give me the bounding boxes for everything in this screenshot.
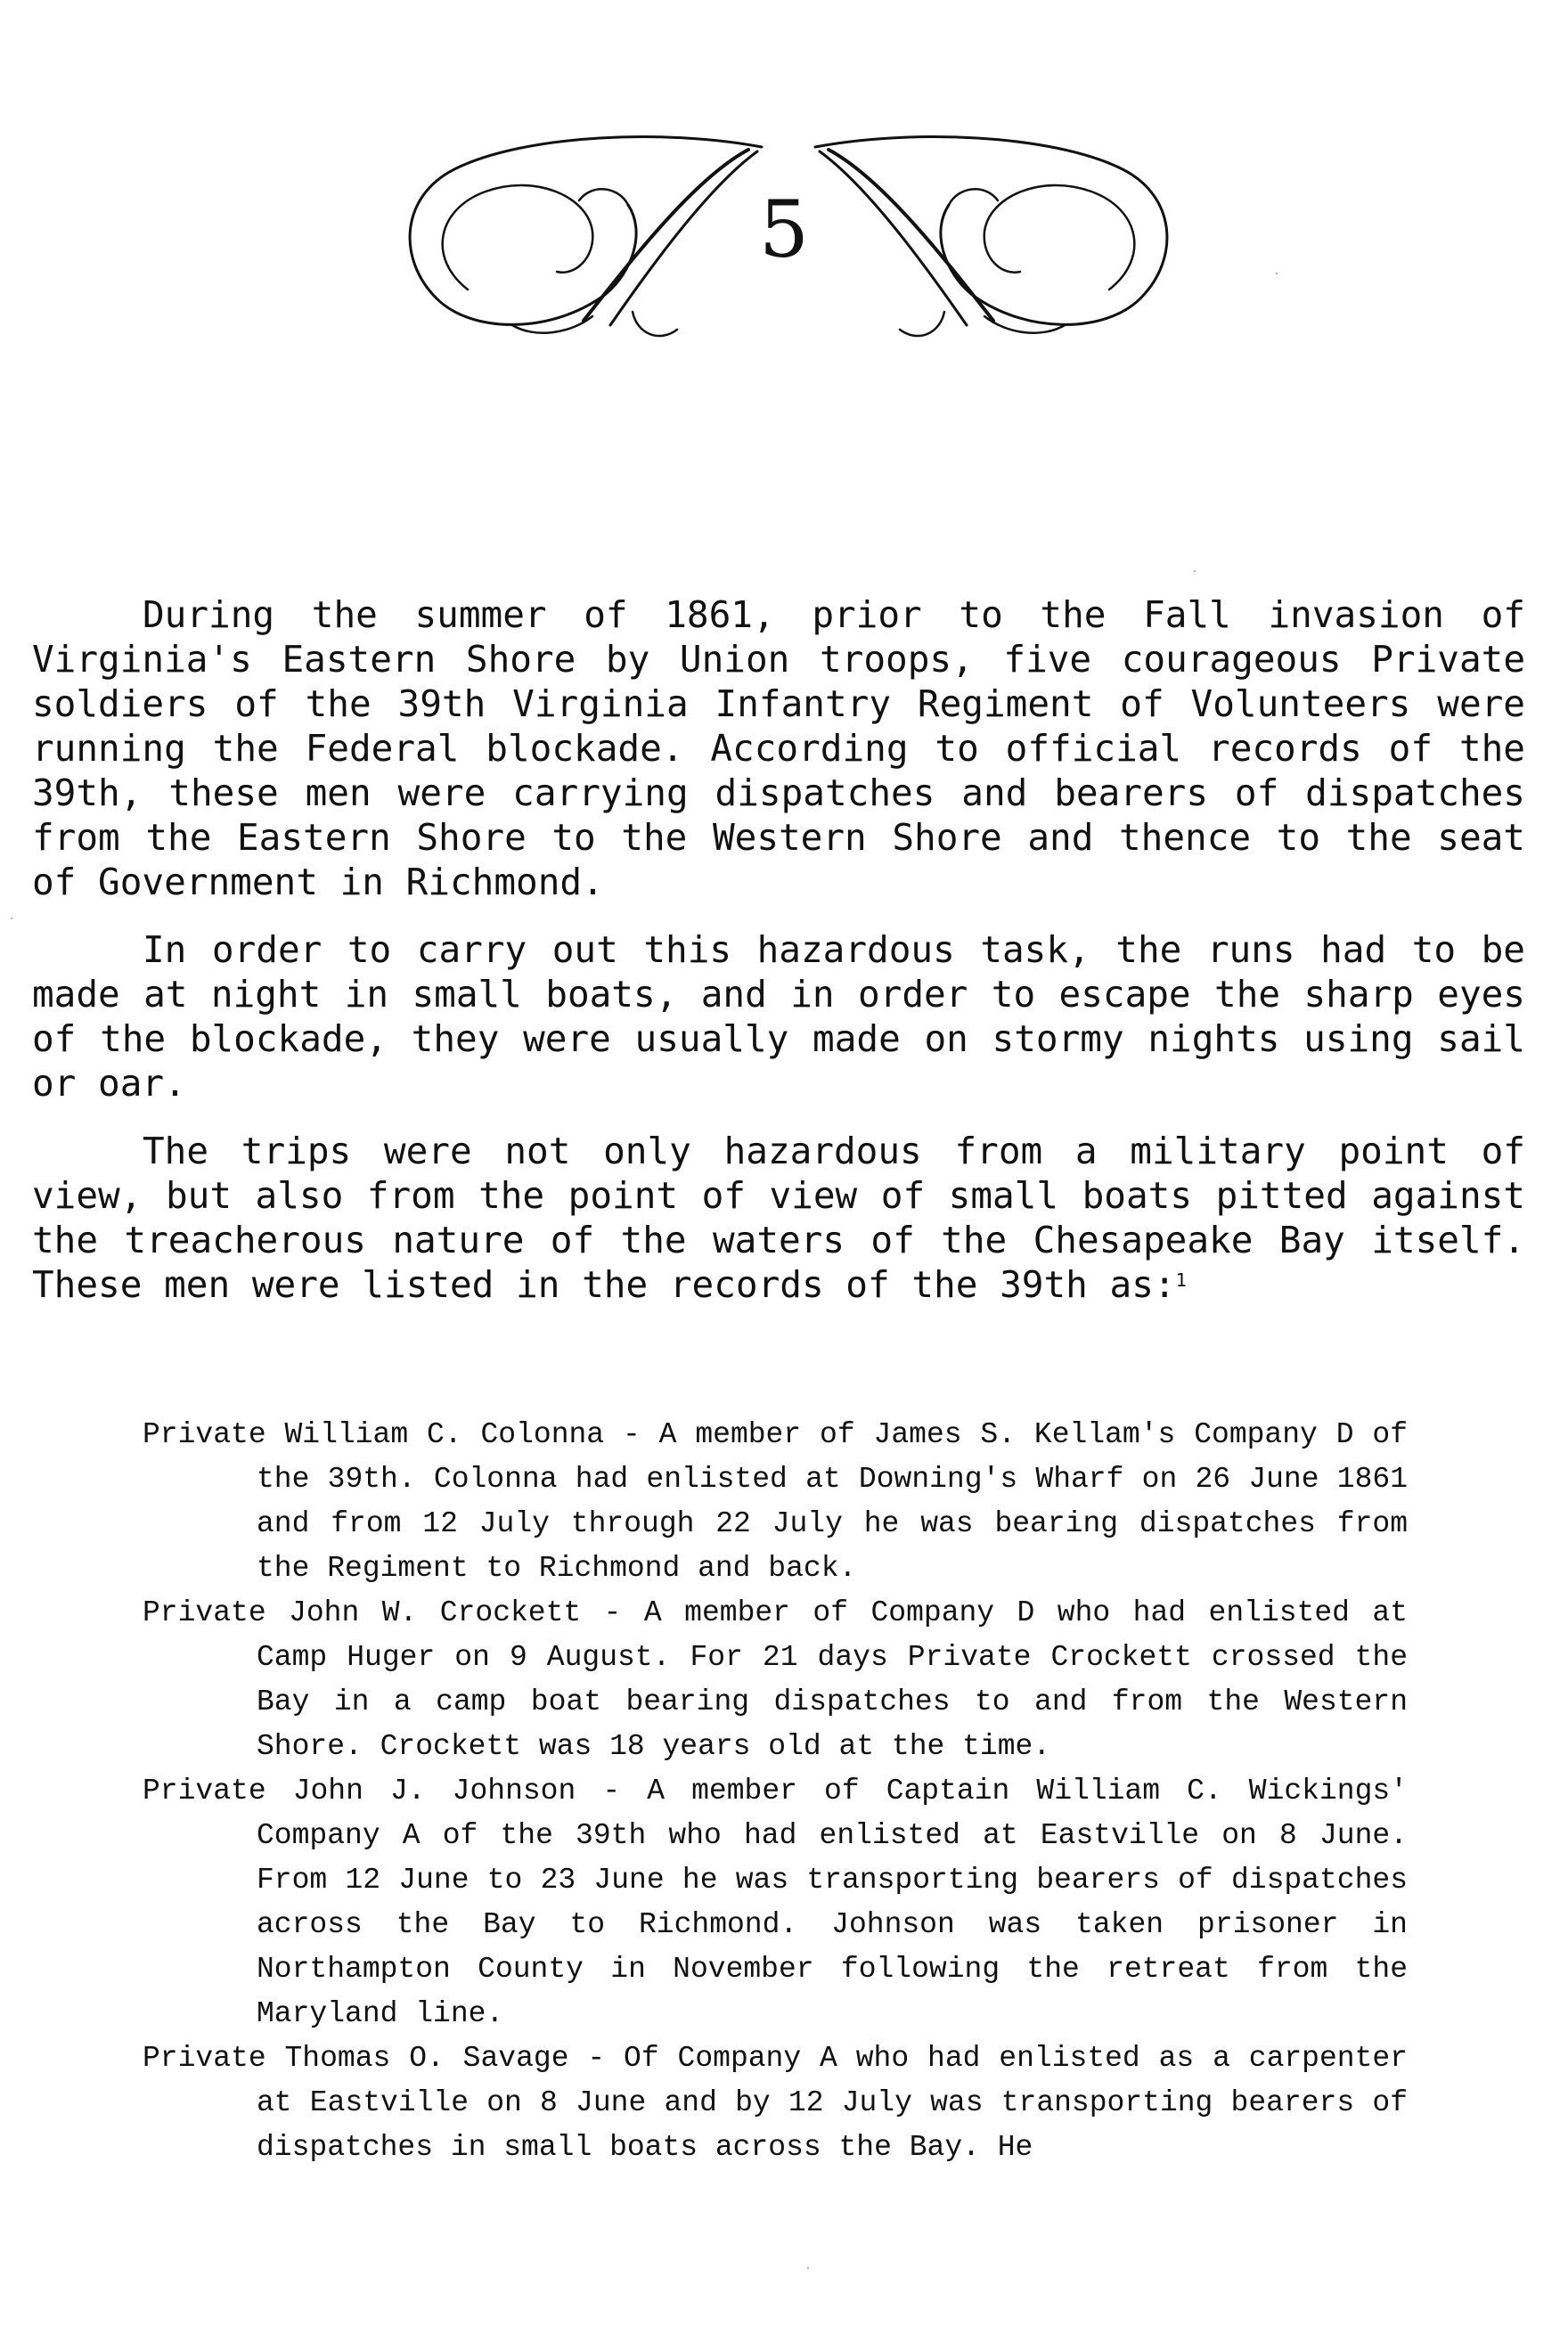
- record-savage: Private Thomas O. Savage - Of Company A who had enlisted as a carpenter at Eastville on 8 June and by 12 July was transporting bearers of dispatches in small boats across the Bay. He: [143, 2042, 1408, 2164]
- record-johnson: Private John J. Johnson - A member of Captain William C. Wickings' Company A of the 39th who had enlisted at Eastville on 8 June. From 12 June to 23 June he was transporting bearers of dispatches across the Bay to Richmond. Johnson was taken prisoner in Northampton County in November following the retreat from the Maryland line.: [143, 1775, 1408, 2030]
- paragraph-3-text: The trips were not only hazardous from a military point of view, but also from the point of view of small boats pitted against the treacherous nature of the waters of the Chesapeake Bay itself. These men were listed in the records of the 39th as:: [32, 1130, 1525, 1306]
- scan-speck: [1276, 273, 1278, 274]
- paragraph-2: In order to carry out this hazardous task, the runs had to be made at night in small boats, and in order to escape the sharp eyes of the blockade, they were usually made on stormy nights using sail or oar.: [32, 928, 1525, 1105]
- scan-speck: [1194, 570, 1196, 572]
- record-crockett: Private John W. Crockett - A member of Company D who had enlisted at Camp Huger on 9 August. For 21 days Private Crockett crossed the Bay in a camp boat bearing dispatches to and from the Western Shore. Crockett was 18 years old at the time.: [143, 1596, 1408, 1763]
- soldier-records-list: [143, 1413, 1408, 2170]
- scan-speck: [807, 2267, 809, 2269]
- paragraph-3: [32, 1129, 1525, 1307]
- chapter-number: 5: [759, 184, 809, 275]
- footnote-marker: 1: [1175, 1269, 1187, 1291]
- body-text: [32, 592, 1525, 1330]
- paragraph-1: During the summer of 1861, prior to the Fall invasion of Virginia's Eastern Shore by Union troops, five courageous Private soldiers of the 39th Virginia Infantry Regiment of Volunteers were running the Federal blockade. According to official records of the 39th, these men were carrying dispatches and bearers of dispatches from the Eastern Shore to the Western Shore and thence to the seat of Government in Richmond.: [32, 593, 1525, 903]
- scan-speck: [11, 918, 12, 919]
- record-colonna: Private William C. Colonna - A member of James S. Kellam's Company D of the 39th. Colonna had enlisted at Downing's Wharf on 26 June 1861 and from 12 July through 22 July he was bearing dispatches from the Regiment to Richmond and back.: [143, 1418, 1408, 1585]
